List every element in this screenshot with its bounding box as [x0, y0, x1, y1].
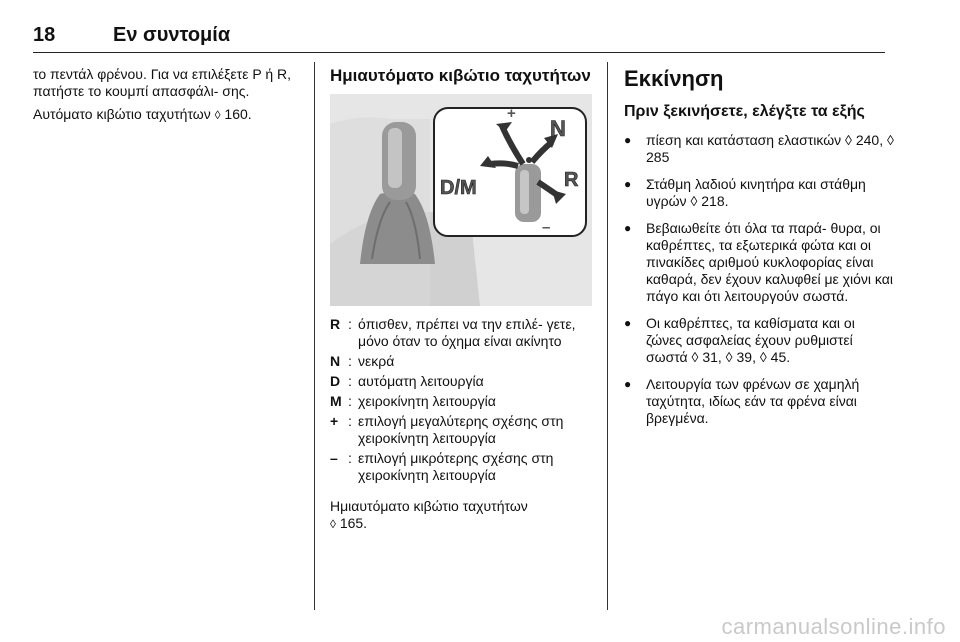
header-divider [33, 52, 885, 53]
column-divider-1 [314, 62, 315, 610]
list-item: ● Στάθμη λαδιού κινητήρα και στάθμη υγρών ◊ 218. [624, 176, 894, 210]
legend-item: N : νεκρά [330, 353, 395, 369]
gear-selector-svg [330, 94, 592, 306]
column-divider-2 [607, 62, 608, 610]
paragraph: το πεντάλ φρένου. Για να επιλέξετε P ή R, πατήστε το κουμπί απασφάλι- σης. [33, 66, 291, 99]
legend-item: D : αυτόματη λειτουργία [330, 373, 484, 389]
list-item: ● πίεση και κατάσταση ελαστικών ◊ 240, ◊ 285 [624, 132, 894, 166]
sub-heading: Πριν ξεκινήσετε, ελέγξτε τα εξής [624, 103, 865, 120]
gear-selector-illustration [330, 94, 592, 306]
page-header [33, 24, 885, 52]
minus-icon: – [330, 450, 338, 466]
plus-icon: + [330, 413, 339, 429]
page-title: Εν συντομία [113, 24, 231, 46]
legend-item: R : όπισθεν, πρέπει να την επιλέ- γετε, μόνο όταν το όχημα είναι ακίνητο [330, 316, 576, 349]
column-1 [33, 66, 301, 130]
ref-page[interactable]: 160. [224, 106, 252, 122]
list-item: ● Λειτουργία των φρένων σε χαμηλή ταχύτητα, ιδίως εάν τα φρένα είναι βρεγμένα. [624, 376, 894, 427]
ref-icon: ◊ [214, 108, 221, 122]
legend-item: + : επιλογή μεγαλύτερης σχέσης στη χειροκίνητη λειτουργία [330, 413, 564, 446]
label-n: N [550, 116, 566, 141]
section-heading: Ημιαυτόματο κιβώτιο ταχυτήτων [330, 66, 591, 85]
svg-text:–: – [542, 219, 551, 236]
section-heading: Εκκίνηση [624, 66, 724, 91]
list-item: ● Οι καθρέπτες, τα καθίσματα και οι ζώνες ασφαλείας έχουν ρυθμιστεί σωστά ◊ 31, ◊ 39, ◊ 45. [624, 315, 894, 366]
checklist [624, 132, 894, 427]
cross-reference-paragraph: Ημιαυτόματο κιβώτιο ταχυτήτων ◊ 165. [330, 498, 528, 531]
legend-item: M : χειροκίνητη λειτουργία [330, 393, 496, 409]
cross-reference-paragraph: Αυτόματο κιβώτιο ταχυτήτων ◊ 160. [33, 106, 252, 122]
label-dm: D/M [440, 177, 477, 199]
ref-page[interactable]: 165. [339, 515, 368, 531]
list-item: ● Βεβαιωθείτε ότι όλα τα παρά- θυρα, οι καθρέπτες, τα εξωτερικά φώτα και οι πινακίδες αριθμού κυκλοφορίας είναι καθαρά, δεν έχουν καλυφθεί με χιόνι και πάγο και ότι λειτουργούν σωστά. [624, 220, 894, 305]
legend-item: – : επιλογή μικρότερης σχέσης στη χειροκίνητη λειτουργία [330, 450, 554, 483]
label-r: R [564, 169, 579, 191]
watermark: carmanualsonline.info [721, 614, 946, 639]
column-3 [624, 66, 894, 437]
ref-icon: ◊ [330, 517, 336, 531]
page-number: 18 [33, 24, 56, 46]
legend-list [330, 316, 595, 484]
column-2 [330, 66, 595, 539]
svg-text:+: + [507, 105, 516, 122]
